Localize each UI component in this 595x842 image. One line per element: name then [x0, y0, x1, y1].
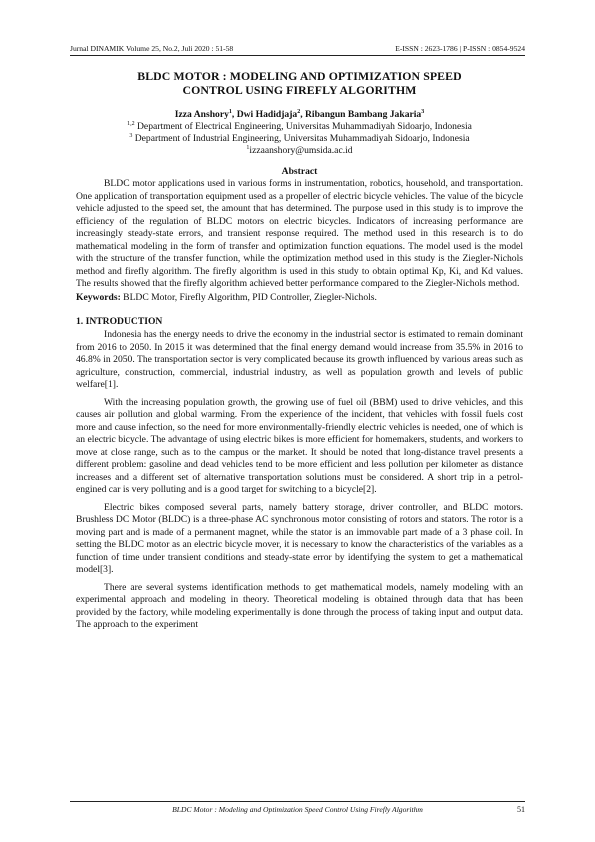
author-affil-mark: 1: [228, 108, 232, 115]
body-paragraph: There are several systems identification methods to get mathematical models, namely modeling with an experimental approach and modeling in theory. Theoretical modeling is obtained through data that has been provided by the factory, while modeling experimentally is done through the process of taking input and output data. The approach to the experiment: [76, 581, 523, 630]
author-name: Dwi Hadidjaja: [236, 109, 298, 120]
paper-content: [76, 69, 523, 632]
body-paragraph: Electric bikes composed several parts, namely battery storage, driver controller, and BLDC motors. Brushless DC Motor (BLDC) is a three-phase AC synchronous motor consisting of rotors and stators. The rotor is a moving part and is made of a permanent magnet, while the stator is an immovable part made of a 3 phase coil. In setting the BLDC motor as an electric bicycle mover, it is necessary to know the characteristics of the variables as a function of time under transient conditions and steady-state error by identifying the system to get a mathematical model[3].: [76, 501, 523, 575]
affiliation-mark: 3: [129, 132, 133, 139]
keywords-text: BLDC Motor, Firefly Algorithm, PID Controller, Ziegler-Nichols.: [120, 291, 377, 303]
affiliation-text: Department of Industrial Engineering, Universitas Muhammadiyah Sidoarjo, Indonesia: [132, 133, 470, 144]
footer-divider: [70, 801, 525, 802]
keywords-label: Keywords:: [76, 291, 121, 303]
email-mark: 1: [246, 144, 250, 151]
author-affil-mark: 2: [297, 108, 301, 115]
author-name: Izza Anshory: [174, 109, 229, 120]
page-number: 51: [517, 805, 525, 814]
title-line-1: BLDC MOTOR : MODELING AND OPTIMIZATION SPEED: [137, 69, 462, 83]
affiliation-1: [76, 121, 523, 133]
section-heading: 1. INTRODUCTION: [76, 316, 163, 327]
abstract-heading: Abstract: [281, 166, 318, 177]
body-paragraph: Indonesia has the energy needs to drive the economy in the industrial sector is estimated to remain dominant from 2016 to 2050. In 2015 it was determined that the final energy demand would increase from 35.5% in 2016 to 46.8% in 2050. The transportation sector is very complicated because its growth influenced by various areas such as agriculture, construction, commercial, industrial industry, as well as population growth and levels of public welfare[1].: [76, 329, 523, 390]
abstract-text: BLDC motor applications used in various forms in instrumentation, robotics, household, and transportation. One application of transportation equipment used as a propeller of electric bicycle vehicles. The value of the bicycle vehicle adjusted to the speed set, the amount that has determined. The purpose used in this study is to improve the efficiency of the regulation of BLDC motors on electric bicycles. Indicators of increasing performance are increasingly steady-state errors, and transient response required. The method used in this research is to do mathematical modeling in the form of transfer and optimization function equations. The model used is the model with the structure of the transfer function, while the optimization method used in this study is the Ziegler-Nichols method and firefly algorithm. The firefly algorithm is used in this study to obtain optimal Kp, Ki, and Kd values. The results showed that the firefly algorithm achieved better performance compared to the Ziegler-Nichols method.: [76, 178, 523, 289]
author-separator: ,: [300, 109, 305, 120]
affiliation-mark: 1,2: [127, 120, 135, 127]
author-affil-mark: 3: [421, 108, 425, 115]
body-paragraph: With the increasing population growth, the growing use of fuel oil (BBM) used to drive vehicles, and this causes air pollution and global warming. From the experience of the incident, that vehicles with fossil fuels cost more and cause infection, so the need for more environmentally-friendly electric vehicles is needed, one of which is an electric bicycle. The advantage of using electric bikes is more efficient for homemakers, students, and workers to move at close range, such as to the campus or the market. It should be noted that long-distance travel presents a different problem: gasoline and dead vehicles tend to be more efficient and less pollution per kilometer as distance increases and a different set of alternative transportation solutions must be considered. A short trip in a petrol-engined car is very polluting and is a good target for switching to a bicycle[2].: [76, 396, 523, 495]
author-separator: ,: [231, 109, 237, 120]
keywords: [76, 292, 523, 305]
journal-citation: Jurnal DINAMIK Volume 25, No.2, Juli 2020 : 51-58: [70, 44, 234, 53]
footer-title: BLDC Motor : Modeling and Optimization Speed Control Using Firefly Algorithm: [172, 805, 423, 814]
email-text: izzaanshory@umsida.ac.id: [249, 145, 353, 156]
affiliation-text: Department of Electrical Engineering, Universitas Muhammadiyah Sidoarjo, Indonesia: [134, 121, 472, 132]
author-list: [76, 109, 523, 121]
title-line-2: CONTROL USING FIREFLY ALGORITHM: [182, 83, 417, 97]
corresponding-email: [76, 145, 523, 157]
affiliation-2: [76, 133, 523, 145]
paper-title: [76, 69, 523, 97]
issn-info: E-ISSN : 2623-1786 | P-ISSN : 0854-9524: [395, 44, 525, 53]
running-header: [70, 44, 525, 54]
author-name: Ribangun Bambang Jakaria: [304, 109, 422, 120]
header-divider: [70, 55, 525, 56]
